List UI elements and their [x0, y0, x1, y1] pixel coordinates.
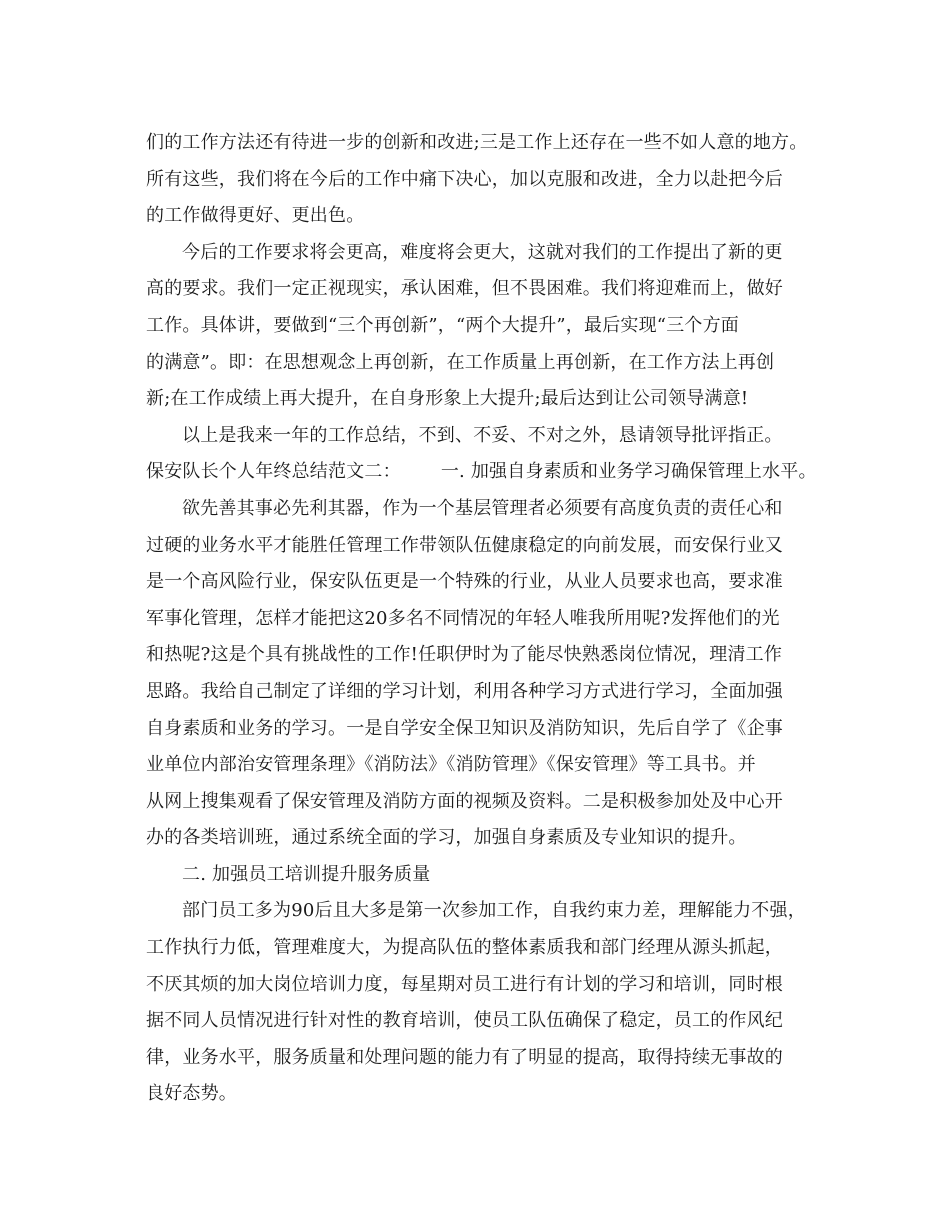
text-line: 所有这些，我们将在今后的工作中痛下决心，加以克服和改进，全力以赴把今后 — [146, 168, 783, 190]
section-heading-line — [146, 454, 836, 491]
text-line: 的满意”。即：在思想观念上再创新，在工作质量上再创新，在工作方法上再创 — [146, 351, 775, 373]
text-line: 过硬的业务水平才能胜任管理工作带领队伍健康稳定的向前发展，而安保行业又 — [146, 534, 783, 556]
text-line: 部门员工多为90后且大多是第一次参加工作，自我约束力差，理解能力不强， — [182, 900, 806, 922]
section-title: 保安队长个人年终总结范文二： — [146, 461, 401, 483]
text-line: 是一个高风险行业，保安队伍更是一个特殊的行业，从业人员要求也高，要求准 — [146, 571, 783, 593]
text-line: 业单位内部治安管理条理》《消防法》《消防管理》《保安管理》等工具书。并 — [146, 754, 756, 776]
text-line: 军事化管理，怎样才能把这20多名不同情况的年轻人唯我所用呢?发挥他们的光 — [146, 607, 780, 629]
text-line: 据不同人员情况进行针对性的教育培训，使员工队伍确保了稳定，员工的作风纪 — [146, 1010, 783, 1032]
text-line: 工作执行力低，管理难度大，为提高队伍的整体素质我和部门经理从源头抓起， — [146, 937, 783, 959]
text-line: 们的工作方法还有待进一步的创新和改进;三是工作上还存在一些不如人意的地方。 — [146, 132, 808, 153]
text-line: 以上是我来一年的工作总结，不到、不妥、不对之外，恳请领导批评指正。 — [182, 424, 783, 446]
text-line: 办的各类培训班，通过系统全面的学习，加强自身素质及专业知识的提升。 — [146, 827, 747, 849]
text-line: 和热呢?这是个具有挑战性的工作!任职伊时为了能尽快熟悉岗位情况，理清工作 — [146, 644, 783, 666]
text-line: 从网上搜集观看了保安管理及消防方面的视频及资料。二是积极参加处及中心开 — [146, 790, 783, 812]
section-subtitle: 一. 加强自身素质和业务学习确保管理上水平。 — [440, 461, 817, 483]
document-body — [146, 125, 836, 1113]
text-line: 工作。具体讲，要做到“三个再创新”，“两个大提升”，最后实现“三个方面 — [146, 314, 740, 336]
text-line: 高的要求。我们一定正视现实，承认困难，但不畏困难。我们将迎难而上，做好 — [146, 278, 783, 300]
text-line: 新;在工作成绩上再大提升，在自身形象上大提升;最后达到让公司领导满意! — [146, 388, 749, 410]
text-line: 欲先善其事必先利其器，作为一个基层管理者必须要有高度负责的责任心和 — [182, 497, 783, 519]
text-line: 自身素质和业务的学习。一是自学安全保卫知识及消防知识，先后自学了《企事 — [146, 717, 783, 739]
text-line: 良好态势。 — [146, 1083, 237, 1105]
text-line: 不厌其烦的加大岗位培训力度，每星期对员工进行有计划的学习和培训，同时根 — [146, 973, 783, 995]
text-line: 思路。我给自己制定了详细的学习计划，利用各种学习方式进行学习，全面加强 — [146, 680, 783, 702]
text-line: 今后的工作要求将会更高，难度将会更大，这就对我们的工作提出了新的更 — [182, 241, 783, 263]
text-line: 的工作做得更好、更出色。 — [146, 205, 365, 227]
text-line: 律，业务水平，服务质量和处理问题的能力有了明显的提高，取得持续无事故的 — [146, 1046, 783, 1068]
subheading-line: 二. 加强员工培训提升服务质量 — [182, 863, 431, 885]
